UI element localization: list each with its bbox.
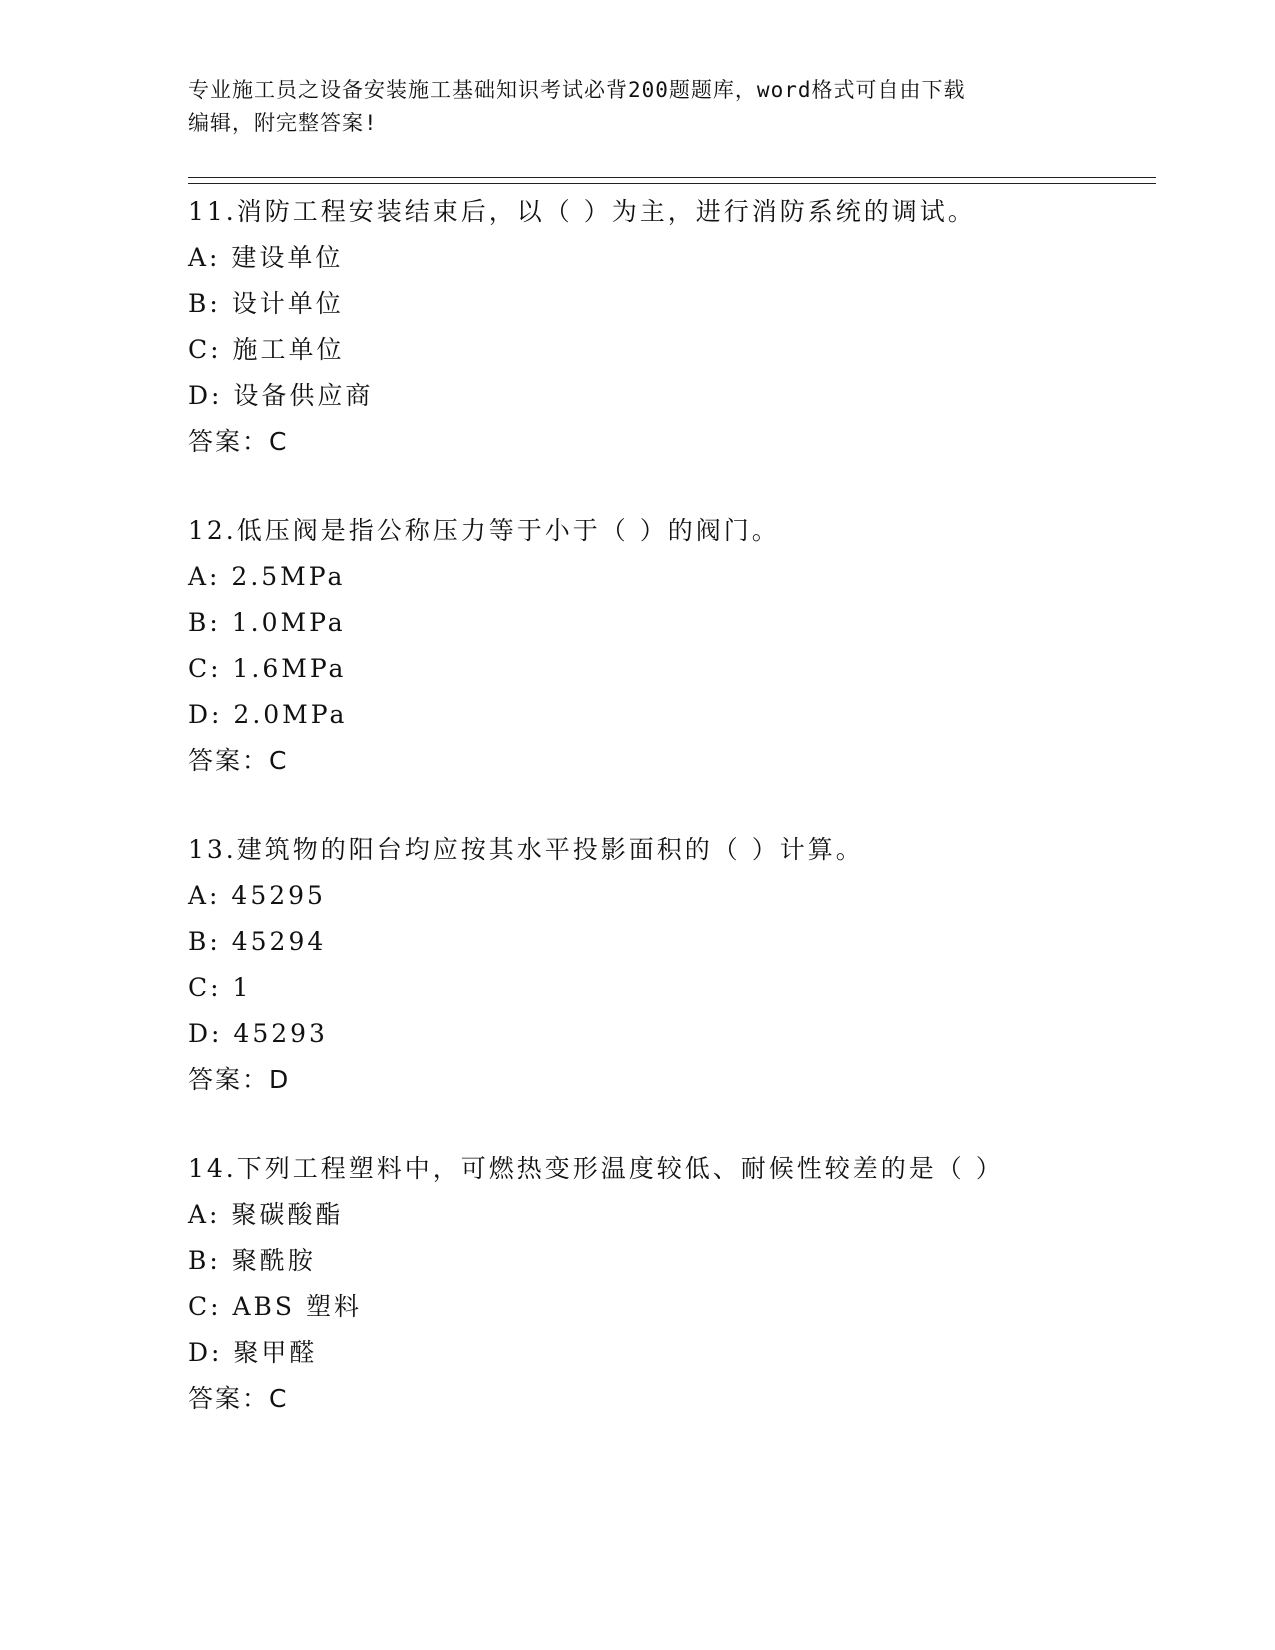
option-a: A: 聚碳酸酯 [188,1200,344,1229]
option-a: A: 2.5MPa [188,562,346,591]
question-stem: 14.下列工程塑料中，可燃热变形温度较低、耐候性较差的是（ ） [188,1154,1004,1183]
option-d: D: 设备供应商 [188,381,374,410]
answer-line: 答案：C [188,746,289,775]
header-divider-bottom [188,183,1156,184]
option-d: D: 2.0MPa [188,700,348,729]
question-block [188,508,1148,784]
option-a: A: 建设单位 [188,243,344,272]
option-b: B: 1.0MPa [188,608,346,637]
option-c: C: 1 [188,973,252,1002]
question-block [188,189,1148,465]
option-d: D: 聚甲醛 [188,1338,318,1367]
option-d: D: 45293 [188,1019,328,1048]
question-stem: 12.低压阀是指公称压力等于小于（ ）的阀门。 [188,516,780,545]
question-block [188,1146,1148,1422]
answer-line: 答案：C [188,1384,289,1413]
document-header [188,74,1068,140]
header-title-line-1: 专业施工员之设备安装施工基础知识考试必背200题题库，word格式可自由下载 [188,78,966,102]
question-stem: 13.建筑物的阳台均应按其水平投影面积的（ ）计算。 [188,835,864,864]
option-c: C: ABS 塑料 [188,1292,362,1321]
option-c: C: 1.6MPa [188,654,347,683]
header-title-line-2: 编辑，附完整答案! [188,111,378,135]
answer-line: 答案：D [188,1065,291,1094]
answer-line: 答案：C [188,427,289,456]
option-a: A: 45295 [188,881,326,910]
header-divider-top [188,177,1156,178]
question-stem: 11.消防工程安装结束后，以（ ）为主，进行消防系统的调试。 [188,197,976,226]
option-c: C: 施工单位 [188,335,345,364]
option-b: B: 聚酰胺 [188,1246,316,1275]
question-block [188,827,1148,1103]
option-b: B: 45294 [188,927,327,956]
option-b: B: 设计单位 [188,289,344,318]
